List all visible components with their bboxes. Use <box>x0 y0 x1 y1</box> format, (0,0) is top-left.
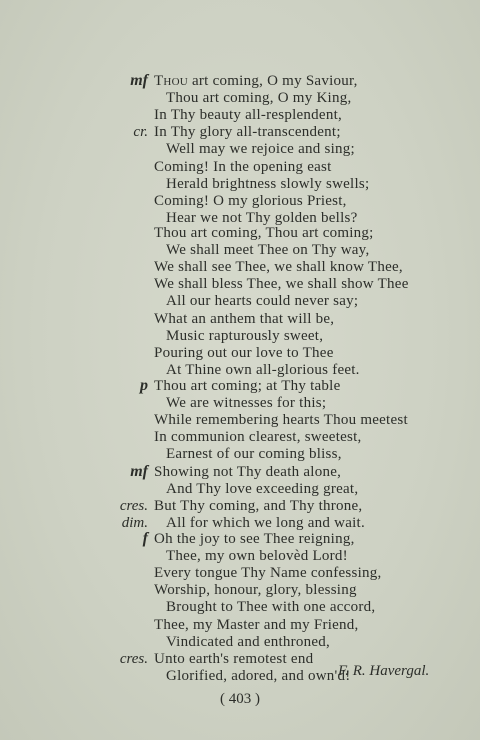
verse-text: In Thy glory all-transcendent; <box>154 124 341 141</box>
verse-text: But Thy coming, and Thy throne, <box>154 497 363 514</box>
verse-text: Vindicated and enthroned, <box>166 633 331 650</box>
verse-text: We shall bless Thee, we shall show Thee <box>154 276 409 293</box>
verse-line <box>166 445 342 463</box>
verse-line <box>154 123 341 141</box>
verse-line <box>166 633 330 651</box>
author-attribution: F. R. Havergal. <box>338 663 430 679</box>
dynamic-mark: dim. <box>121 514 148 531</box>
verse-text: Showing not Thy death alone, <box>154 463 342 480</box>
verse-text: Thou art coming, O my King, <box>166 90 352 107</box>
verse-line <box>154 72 358 90</box>
verse-text: Glorified, adored, and own'd! <box>166 667 351 684</box>
verse-line <box>154 564 382 582</box>
verse-text: We shall see Thee, we shall know Thee, <box>154 259 403 276</box>
verse-line <box>166 89 351 107</box>
verse-line <box>154 275 409 293</box>
verse-text: Unto earth's remotest end <box>154 650 314 667</box>
verse-line <box>154 192 347 210</box>
verse-line <box>166 394 326 412</box>
verse-line <box>166 667 350 685</box>
verse-line <box>154 310 334 328</box>
verse-line <box>154 344 334 362</box>
verse-line <box>166 327 323 345</box>
verse-text: Oh the joy to see Thee reigning, <box>154 531 355 547</box>
verse-line <box>166 292 358 310</box>
verse-text: And Thy love exceeding great, <box>166 480 359 497</box>
verse-line <box>154 106 342 124</box>
verse-text: Herald brightness slowly swells; <box>166 175 370 192</box>
verse-text: art coming, O my Saviour, <box>188 73 358 89</box>
verse-line <box>154 258 403 276</box>
verse-line <box>154 463 341 481</box>
verse-text: Thou art coming, Thou art coming; <box>154 225 374 241</box>
verse-text: We are witnesses for this; <box>166 395 327 412</box>
verse-text: In Thy beauty all-resplendent, <box>154 107 342 124</box>
dynamic-mark: cres. <box>119 650 148 667</box>
dynamic-mark: mf <box>130 72 148 89</box>
verse-line <box>166 175 369 193</box>
dynamic-mark: p <box>140 377 148 394</box>
dynamic-mark: mf <box>130 462 148 480</box>
dynamic-mark: cr. <box>133 124 148 141</box>
page-number: ( 403 ) <box>220 691 260 707</box>
verse-text: Coming! O my glorious Priest, <box>154 192 347 209</box>
verse-text: What an anthem that will be, <box>154 310 335 327</box>
verse-text: Well may we rejoice and sing; <box>166 141 355 158</box>
verse-text: In communion clearest, sweetest, <box>154 429 362 446</box>
verse-text: Every tongue Thy Name confessing, <box>154 565 382 582</box>
verse-line <box>154 158 332 176</box>
verse-line <box>154 377 341 395</box>
verse-line <box>154 616 359 634</box>
verse-line <box>154 650 313 668</box>
verse-text: We shall meet Thee on Thy way, <box>166 242 370 259</box>
verse-text: Thou art coming; at Thy table <box>154 378 341 394</box>
verse-line <box>154 530 355 548</box>
dynamic-mark: f <box>142 530 148 547</box>
verse-text: Coming! In the opening east <box>154 158 332 175</box>
verse-text: At Thine own all-glorious feet. <box>166 361 360 378</box>
verse-text: Music rapturously sweet, <box>166 327 324 344</box>
verse-text: While remembering hearts Thou meetest <box>154 412 408 429</box>
verse-text: Thee, my Master and my Friend, <box>154 616 359 633</box>
verse-text: Worship, honour, glory, blessing <box>154 582 357 599</box>
verse-text: Hear we not Thy golden bells? <box>166 209 358 226</box>
verse-text: Thee, my own belovèd Lord! <box>166 548 348 565</box>
verse-first-word: Thou <box>154 73 188 89</box>
verse-line <box>166 140 355 158</box>
verse-line <box>166 547 348 565</box>
verse-line <box>166 480 358 498</box>
verse-line <box>154 411 408 429</box>
verse-line <box>166 598 375 616</box>
verse-text: Earnest of our coming bliss, <box>166 446 342 463</box>
verse-text: Pouring out our love to Thee <box>154 344 334 361</box>
verse-text: Brought to Thee with one accord, <box>166 599 376 616</box>
dynamic-mark: cres. <box>119 497 148 514</box>
verse-line <box>154 497 362 515</box>
verse-line <box>154 428 362 446</box>
verse-text: All our hearts could never say; <box>166 293 359 310</box>
verse-line <box>154 224 374 242</box>
verse-line <box>154 581 357 599</box>
verse-line <box>166 241 369 259</box>
verse-text: All for which we long and wait. <box>166 514 365 531</box>
